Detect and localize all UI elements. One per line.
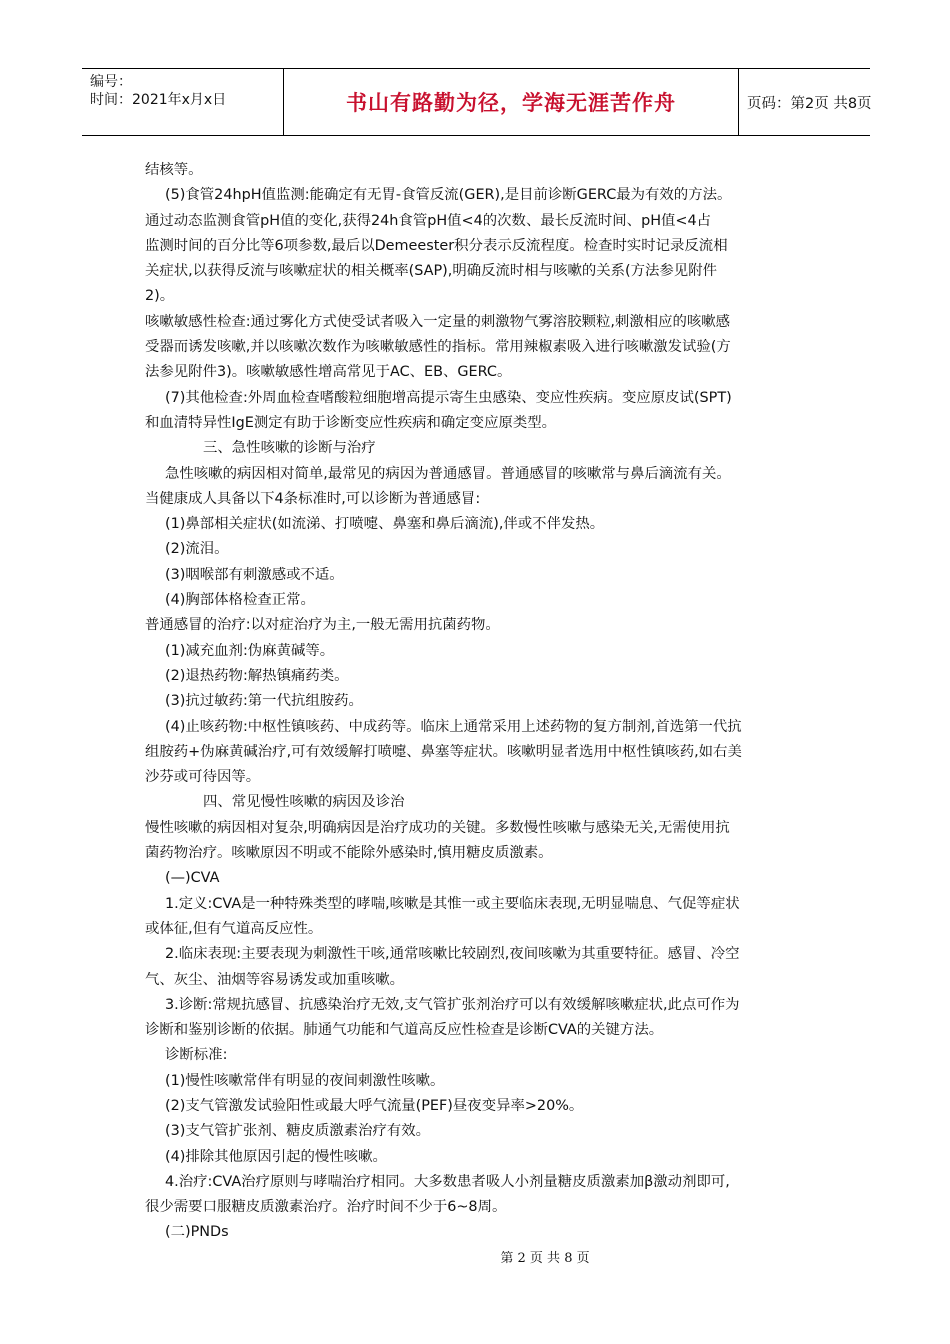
- body-line: 慢性咳嗽的病因相对复杂,明确病因是治疗成功的关键。多数慢性咳嗽与感染无关,无需使用抗: [145, 819, 730, 836]
- body-line: (5)食管24hpH值监测:能确定有无胃-食管反流(GER),是目前诊断GERC最为有效的方法。: [165, 187, 732, 204]
- body-line: 组胺药+伪麻黄碱治疗,可有效缓解打喷嚏、鼻塞等症状。咳嗽明显者选用中枢性镇咳药,如右美: [145, 743, 742, 760]
- body-line: (3)抗过敏药:第一代抗组胺药。: [165, 693, 363, 710]
- body-line: 关症状,以获得反流与咳嗽症状的相关概率(SAP),明确反流时相与咳嗽的关系(方法参见附件: [145, 263, 717, 280]
- body-line: 1.定义:CVA是一种特殊类型的哮喘,咳嗽是其惟一或主要临床表现,无明显喘息、气促等症状: [165, 895, 740, 912]
- body-line: 2.临床表现:主要表现为刺激性干咳,通常咳嗽比较剧烈,夜间咳嗽为其重要特征。感冒、冷空: [165, 946, 740, 963]
- body-line: 结核等。: [145, 162, 203, 178]
- body-line: (3)支气管扩张剂、糖皮质激素治疗有效。: [165, 1123, 431, 1140]
- body-line: 或体征,但有气道高反应性。: [145, 920, 323, 937]
- body-line: (1)减充血剂:伪麻黄碱等。: [165, 642, 335, 659]
- body-line: 急性咳嗽的病因相对简单,最常见的病因为普通感冒。普通感冒的咳嗽常与鼻后滴流有关。: [165, 465, 731, 482]
- body-line: (3)咽喉部有刺激感或不适。: [165, 566, 344, 583]
- section-heading: 三、急性咳嗽的诊断与治疗: [203, 440, 376, 457]
- body-line: 监测时间的百分比等6项参数,最后以Demeester积分表示反流程度。检查时实时记录反流相: [145, 237, 728, 254]
- header-motto: 书山有路勤为径，学海无涯苦作舟: [346, 91, 676, 115]
- document-number-label: 编号：: [90, 74, 132, 90]
- header-page-info: 页码：第2页 共8页: [747, 95, 872, 112]
- body-line: 诊断标准:: [165, 1047, 228, 1064]
- body-line: 菌药物治疗。咳嗽原因不明或不能除外感染时,慎用糖皮质激素。: [145, 845, 553, 862]
- body-line: (1)慢性咳嗽常伴有明显的夜间刺激性咳嗽。: [165, 1072, 445, 1089]
- body-line: (2)流泪。: [165, 541, 229, 558]
- body-line: 诊断和鉴别诊断的依据。肺通气功能和气道高反应性检查是诊断CVA的关键方法。: [145, 1022, 664, 1039]
- document-body: [145, 158, 810, 1246]
- body-line: (—)CVA: [165, 870, 220, 887]
- body-line: 很少需要口服糖皮质激素治疗。治疗时间不少于6~8周。: [145, 1199, 507, 1216]
- section-heading: 四、常见慢性咳嗽的病因及诊治: [203, 794, 405, 811]
- body-line: 受器而诱发咳嗽,并以咳嗽次数作为咳嗽敏感性的指标。常用辣椒素吸入进行咳嗽激发试验(方: [145, 339, 731, 356]
- body-line: 咳嗽敏感性检查:通过雾化方式使受试者吸入一定量的刺激物气雾溶胶颗粒,刺激相应的咳嗽感: [145, 313, 731, 330]
- body-line: 法参见附件3)。咳嗽敏感性增高常见于AC、EB、GERC。: [145, 364, 512, 381]
- body-line: (2)退热药物:解热镇痛药类。: [165, 667, 349, 684]
- body-line: 和血清特异性IgE测定有助于诊断变应性疾病和确定变应原类型。: [145, 414, 557, 431]
- header-page-info-cell: [739, 69, 870, 135]
- body-line: (2)支气管激发试验阳性或最大呼气流量(PEF)昼夜变异率>20%。: [165, 1097, 584, 1114]
- header-meta: [82, 69, 282, 135]
- body-line: 当健康成人具备以下4条标准时,可以诊断为普通感冒:: [145, 490, 481, 507]
- page-footer: 第 2 页 共 8 页: [500, 1251, 590, 1266]
- body-line: 气、灰尘、油烟等容易诱发或加重咳嗽。: [145, 971, 405, 988]
- body-line: 4.治疗:CVA治疗原则与哮喘治疗相同。大多数患者吸人小剂量糖皮质激素加β激动剂即可,: [165, 1173, 730, 1190]
- page-header: [82, 68, 870, 136]
- body-line: 通过动态监测食管pH值的变化,获得24h食管pH值<4的次数、最长反流时间、pH值<4占: [145, 212, 712, 229]
- body-line: (4)排除其他原因引起的慢性咳嗽。: [165, 1148, 387, 1165]
- body-line: (1)鼻部相关症状(如流涕、打喷嚏、鼻塞和鼻后滴流),伴或不伴发热。: [165, 516, 605, 533]
- body-line: 普通感冒的治疗:以对症治疗为主,一般无需用抗菌药物。: [145, 617, 500, 634]
- body-line: 沙芬或可待因等。: [145, 769, 261, 786]
- body-line: (4)止咳药物:中枢性镇咳药、中成药等。临床上通常采用上述药物的复方制剂,首选第一代抗: [165, 718, 742, 735]
- body-line: (4)胸部体格检查正常。: [165, 592, 315, 609]
- body-line: 2)。: [145, 288, 175, 305]
- body-line: 3.诊断:常规抗感冒、抗感染治疗无效,支气管扩张剂治疗可以有效缓解咳嗽症状,此点可作为: [165, 996, 740, 1013]
- body-line: (7)其他检查:外周血检查嗜酸粒细胞增高提示寄生虫感染、变应性疾病。变应原皮试(SPT): [165, 389, 732, 406]
- header-motto-cell: [283, 69, 739, 135]
- body-line: (二)PNDs: [165, 1224, 229, 1241]
- document-date-label: 时间：2021年x月x日: [90, 92, 227, 108]
